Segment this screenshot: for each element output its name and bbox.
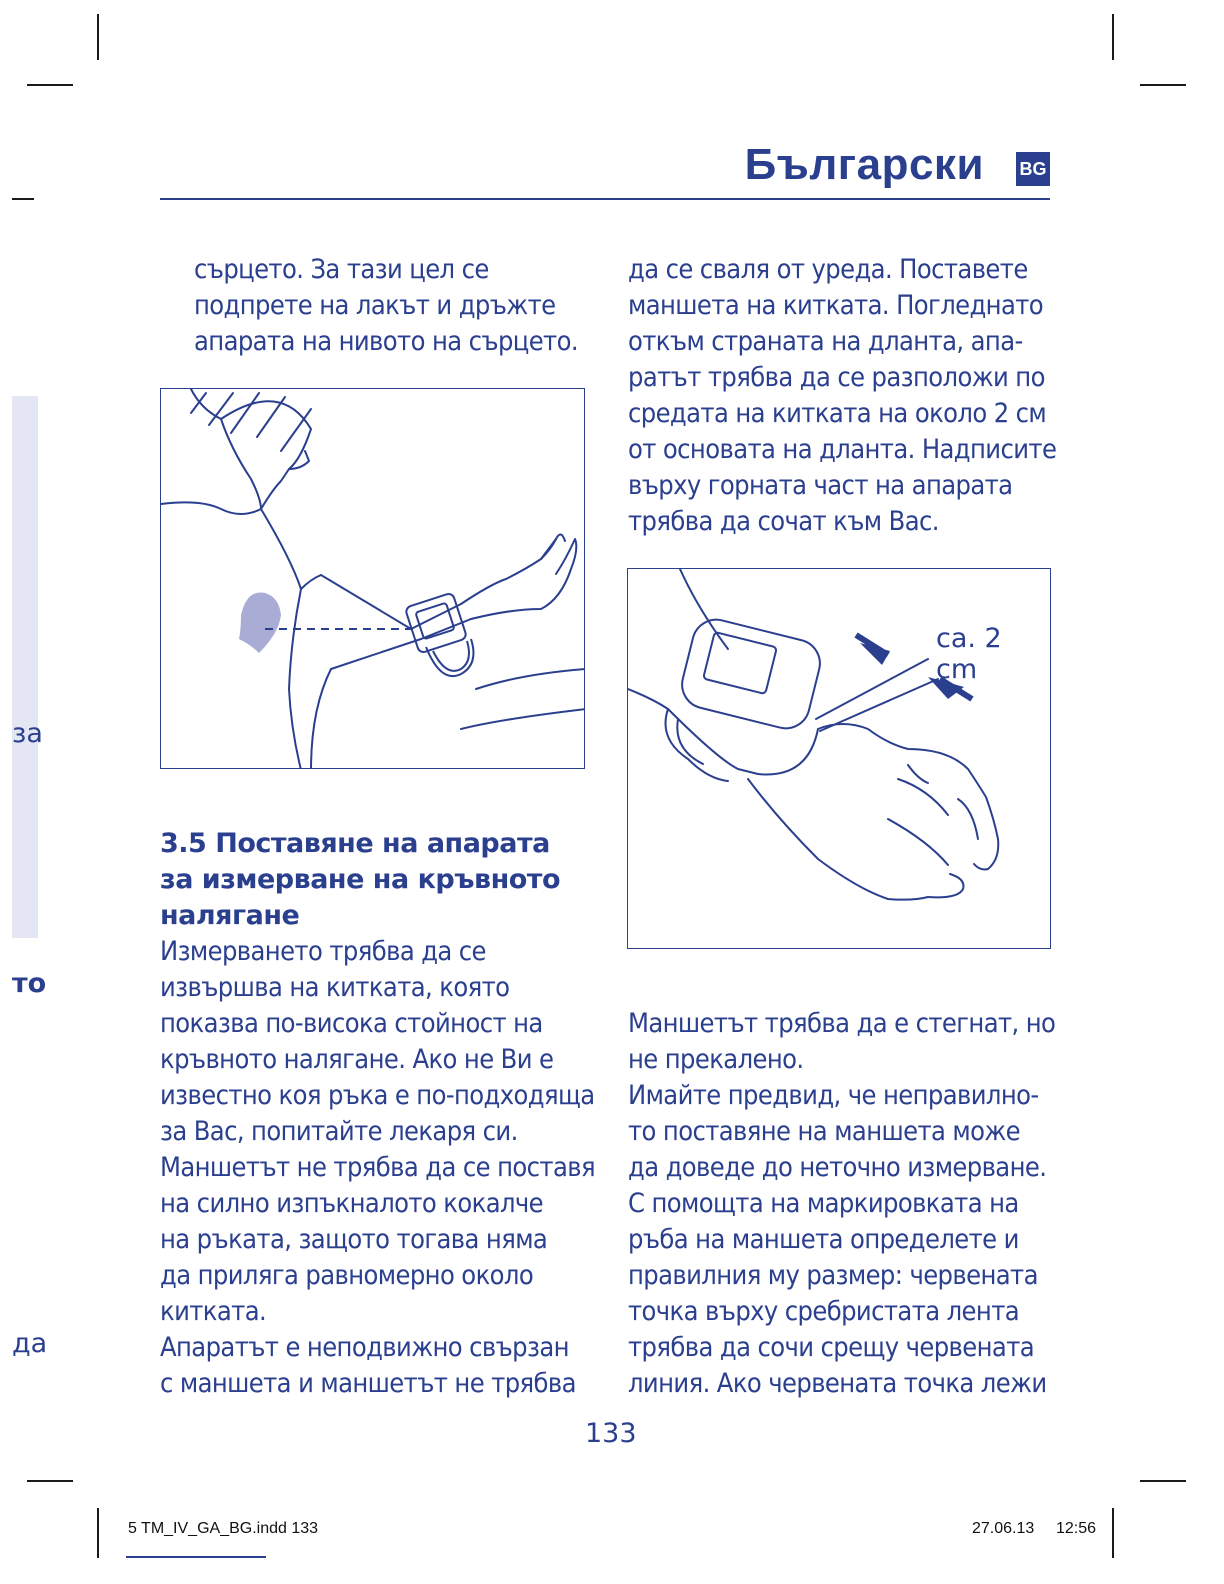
crop-mark bbox=[1140, 1480, 1186, 1482]
slug-underline bbox=[126, 1556, 266, 1558]
left-body-text: Измерването трябва да се извършва на китката, която показва по-висока стойност на кръвното налягане. Ако не Ви е известно коя ръка е по-подходяща за Вас, попитайте лекаря си. Маншетът не трябва да се поставя на силно изпъкналото кокалче на ръката, защото тогава няма да приляга равномерно около китката. Апаратът е неподвижно свързан с маншета и маншетът не трябва bbox=[160, 936, 595, 1399]
language-badge: BG bbox=[1016, 152, 1050, 186]
wrist-placement-illustration bbox=[627, 568, 1051, 949]
crop-mark bbox=[1112, 14, 1114, 60]
crop-mark bbox=[27, 84, 73, 86]
page-language-title: Български bbox=[744, 140, 984, 189]
heart-level-illustration bbox=[160, 388, 585, 769]
crop-mark bbox=[97, 1508, 99, 1558]
person-measuring-illustration bbox=[161, 389, 585, 769]
slug-date: 27.06.13 bbox=[972, 1520, 1035, 1537]
section-heading: 3.5 Поставяне на апарата за измерване на кръвното налягане bbox=[160, 828, 561, 931]
crop-mark bbox=[27, 1480, 73, 1482]
facing-page-strip bbox=[12, 396, 38, 938]
crop-mark bbox=[97, 14, 99, 60]
crop-mark bbox=[1112, 1508, 1114, 1558]
slug-time: 12:56 bbox=[1056, 1520, 1097, 1537]
crop-mark bbox=[12, 198, 34, 200]
facing-page-fragment: да bbox=[12, 1328, 48, 1359]
slug-filename: 5 TM_IV_GA_BG.indd 133 bbox=[128, 1520, 319, 1537]
facing-page-fragment: за bbox=[12, 718, 43, 749]
crop-mark bbox=[1140, 84, 1186, 86]
page-number: 133 bbox=[585, 1418, 637, 1449]
header-rule bbox=[160, 198, 1050, 200]
right-intro-text: да се сваля от уреда. Поставете маншета на китката. Погледнато откъм страната на дланта, апа- ратът трябва да се разположи по средата на китката на около 2 см от основата на дланта. Надписите върху горната част на апарата трябва да сочат към Вас. bbox=[628, 254, 1057, 537]
distance-label: ca. 2 cm bbox=[936, 623, 1002, 685]
facing-page-fragment: то bbox=[12, 968, 47, 999]
right-body-text: Маншетът трябва да е стегнат, но не прекалено. Имайте предвид, че неправилно- то поставяне на маншета може да доведе до неточно измерване. С помощта на маркировката на ръба на маншета определете и правилния му размер: червената точка върху сребристата лента трябва да сочи срещу червената линия. Ако червената точка лежи bbox=[628, 1008, 1056, 1399]
left-intro-text: сърцето. За тази цел се подпрете на лакът и дръжте апарата на нивото на сърцето. bbox=[194, 254, 578, 357]
